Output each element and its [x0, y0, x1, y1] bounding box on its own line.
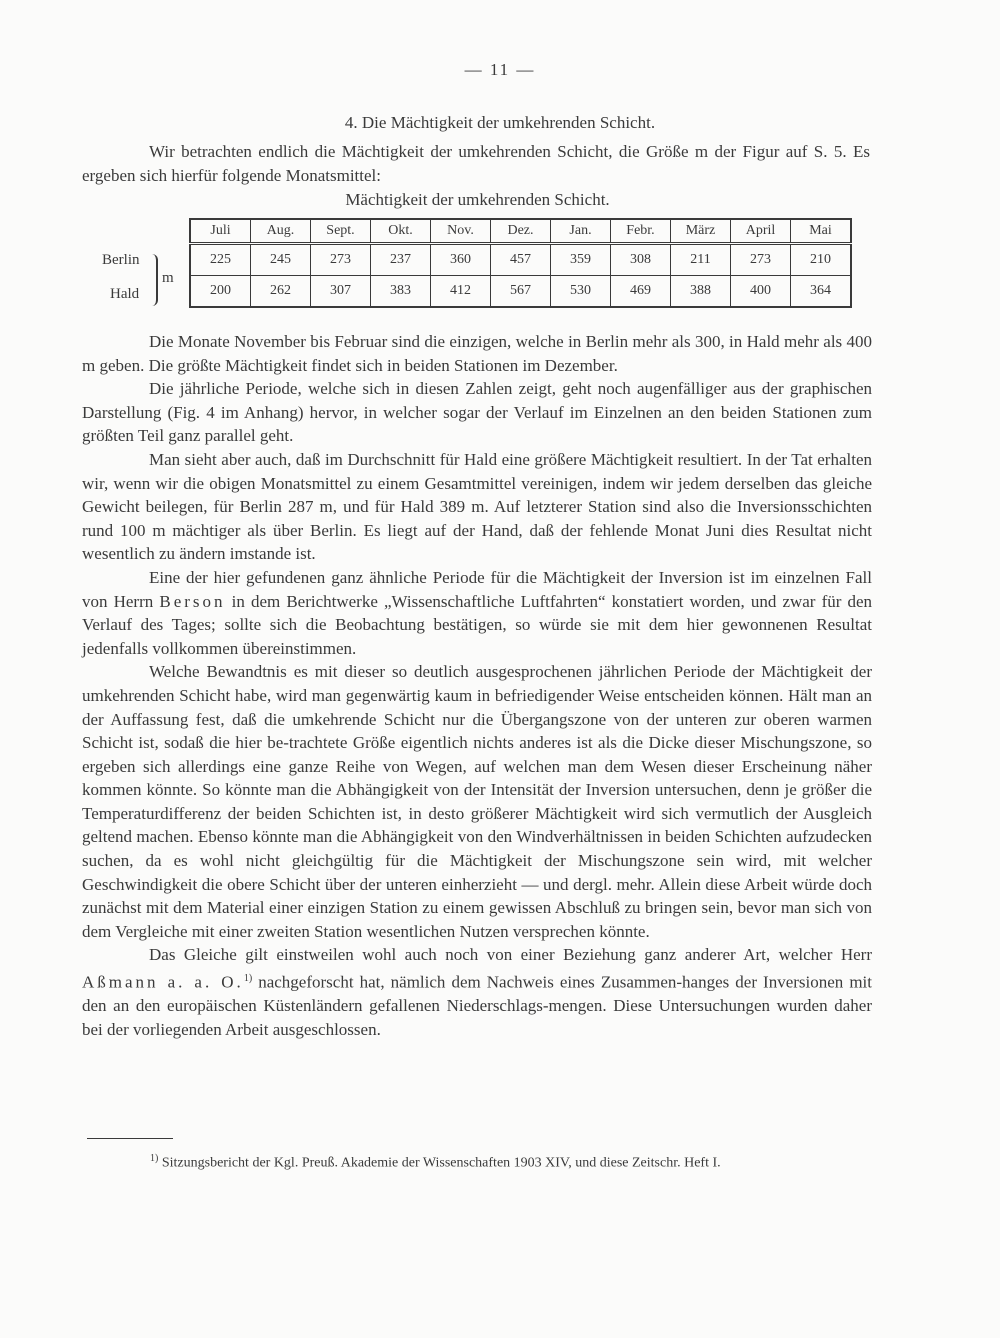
row-labels	[96, 252, 191, 312]
paragraph-part: Das Gleiche gilt einstweilen wohl auch noch von einer Beziehung ganz anderer Art, welcher Herr	[149, 945, 872, 965]
table-cell: 225	[210, 252, 231, 267]
table-cell: 308	[611, 244, 671, 276]
table-cell: 388	[671, 276, 731, 308]
footnote	[150, 1153, 890, 1172]
page-number: — 11 —	[464, 60, 536, 79]
table-cell: 359	[551, 244, 611, 276]
paragraph-part: nachgeforscht hat, nämlich dem Nachweis eines Zusammen-hanges der Inversionen mit den an den europäischen Küstenländern gefallenen Niederschlags-mengen. Diese Untersuchungen wurden daher bei der vorliegenden Arbeit ausgeschlossen.	[82, 972, 872, 1039]
footnote-divider	[87, 1138, 173, 1139]
table-cell: 245	[251, 244, 311, 276]
header-cell: April	[731, 219, 791, 244]
paragraph: Welche Bewandtnis es mit dieser so deutlich ausgesprochenen jährlichen Periode der Mächtigkeit der umkehrenden Schicht habe, wird man gegenwärtig kaum in befriedigender Weise entscheiden können. Hält man an der Auffassung fest, daß die umkehrende Schicht nur die Übergangszone von der unteren zur oberen warmen Schicht ist, sodaß die hier be-trachtete Größe eigentlich nichts anderes ist als die Dicke dieser Mischungszone, so ergeben sich allerdings eine ganze Reihe von Wegen, auf welchen man dem Wesen dieser Erscheinung näher kommen könnte. So könnte man die Abhängigkeit von der Intensität der Inversion untersuchen, denn je größer die Temperaturdifferenz der beiden Schichten ist, in desto größerer Mächtigkeit wird sich vermutlich der Ausgleich geltend machen. Ebenso könnte man die Abhängigkeit von den Windverhältnissen in beiden Schichten aufzudecken suchen, da es wohl nicht gleichgültig für die Mächtigkeit der Mischungszone sein wird, mit welcher Geschwindigkeit die obere Schicht über der unteren einherzieht — und dergl. mehr. Allein diese Arbeit würde doch zunächst mit dem Material einer einzigen Station zu einem gewissen Abschluß zu bringen sein, bevor man sich von dem Vergleiche mit einer zweiten Station wesentlichen Nutzen versprechen könnte.	[82, 662, 872, 941]
table-cell: 211	[671, 244, 731, 276]
unit-label: m	[162, 270, 174, 286]
header-cell: Okt.	[371, 219, 431, 244]
paragraph	[82, 943, 872, 1041]
paragraph-part: in dem Berichtwerke „Wissenschaftliche Luftfahrten“ konstatiert worden, und zwar für den Verlauf des Tages; sollte sich die Beobachtung bestätigen, so würde sie mit dem hier gewonnenen Resultat jedenfalls vollkommen übereinstimmen.	[82, 591, 873, 658]
header-cell: Juli	[210, 223, 231, 238]
table-cell: 200	[210, 283, 231, 298]
table-cell: 262	[251, 276, 311, 308]
table-cell-max: 457	[491, 244, 551, 276]
header-cell: Mai	[791, 219, 852, 244]
row-label-hald: Hald	[110, 286, 140, 302]
header-cell: Dez.	[491, 219, 551, 244]
table-cell: 210	[791, 244, 852, 276]
table-cell: 383	[371, 276, 431, 308]
intro-paragraph	[82, 140, 870, 188]
table-cell: 360	[431, 244, 491, 276]
table-cell: 364	[791, 276, 852, 308]
header-cell: Nov.	[431, 219, 491, 244]
paragraph	[82, 566, 872, 660]
table-cell: 530	[551, 276, 611, 308]
paragraph-part: Eine der hier gefundenen ganz ähnliche Periode für die Mächtigkeit der Inversion ist im einzelnen Fall von Herrn	[82, 567, 872, 611]
footnote-marker: 1)	[150, 1153, 159, 1164]
header-cell: März	[671, 219, 731, 244]
table-caption: Mächtigkeit der umkehrenden Schicht.	[345, 190, 610, 209]
paragraph: Man sieht aber auch, daß im Durchschnitt für Hald eine größere Mächtigkeit resultiert. In der Tat erhalten wir, wenn wir die obigen Monatsmittel zu einem Gesamtmittel vereinigen, indem wir jedem derselben das gleiche Gewicht beilegen, für Berlin 287 m, und für Hald 389 m. Auf letzterer Station sind also die Inversionsschichten rund 100 m mächtiger als über Berlin. Es liegt auf der Hand, daß der fehlende Monat Juni dies Resultat nicht wesentlich zu ändern imstande ist.	[82, 449, 872, 564]
table-row-hald	[190, 276, 851, 308]
table-cell: 237	[371, 244, 431, 276]
section-heading: 4. Die Mächtigkeit der umkehrenden Schicht.	[344, 113, 656, 132]
author-name: Berson	[159, 591, 226, 611]
body-text	[82, 330, 872, 1041]
paragraph: Die Monate November bis Februar sind die einzigen, welche in Berlin mehr als 300, in Hald mehr als 400 m geben. Die größte Mächtigkeit findet sich in beiden Stationen im Dezember.	[82, 332, 872, 375]
row-label-berlin: Berlin	[102, 252, 140, 268]
table-cell: 469	[611, 276, 671, 308]
header-cell: Aug.	[251, 219, 311, 244]
table-cell: 273	[311, 244, 371, 276]
table-cell: 400	[731, 276, 791, 308]
table-header-row	[190, 219, 851, 244]
header-cell: Jan.	[551, 219, 611, 244]
table-cell: 307	[311, 276, 371, 308]
intro-text: Wir betrachten endlich die Mächtigkeit der umkehrenden Schicht, die Größe m der Figur auf S. 5. Es ergeben sich hierfür folgende Monatsmittel:	[82, 142, 870, 185]
header-cell: Sept.	[311, 219, 371, 244]
author-name: Aßmann a. a. O.	[82, 972, 244, 992]
table-cell: 273	[731, 244, 791, 276]
thickness-table	[189, 218, 852, 308]
footnote-text: Sitzungsbericht der Kgl. Preuß. Akademie der Wissenschaften 1903 XIV, und diese Zeitschr. Heft I.	[161, 1155, 721, 1171]
header-cell: Febr.	[611, 219, 671, 244]
table-cell-max: 567	[491, 276, 551, 308]
brace-icon	[148, 254, 158, 306]
table-row-berlin	[190, 244, 851, 276]
footnote-ref: 1)	[243, 973, 253, 985]
table-cell: 412	[431, 276, 491, 308]
paragraph: Die jährliche Periode, welche sich in diesen Zahlen zeigt, geht noch augenfälliger aus der graphischen Darstellung (Fig. 4 im Anhang) hervor, in welcher sogar der Verlauf im Einzelnen an den beiden Stationen zum größten Teil ganz parallel geht.	[82, 379, 872, 446]
